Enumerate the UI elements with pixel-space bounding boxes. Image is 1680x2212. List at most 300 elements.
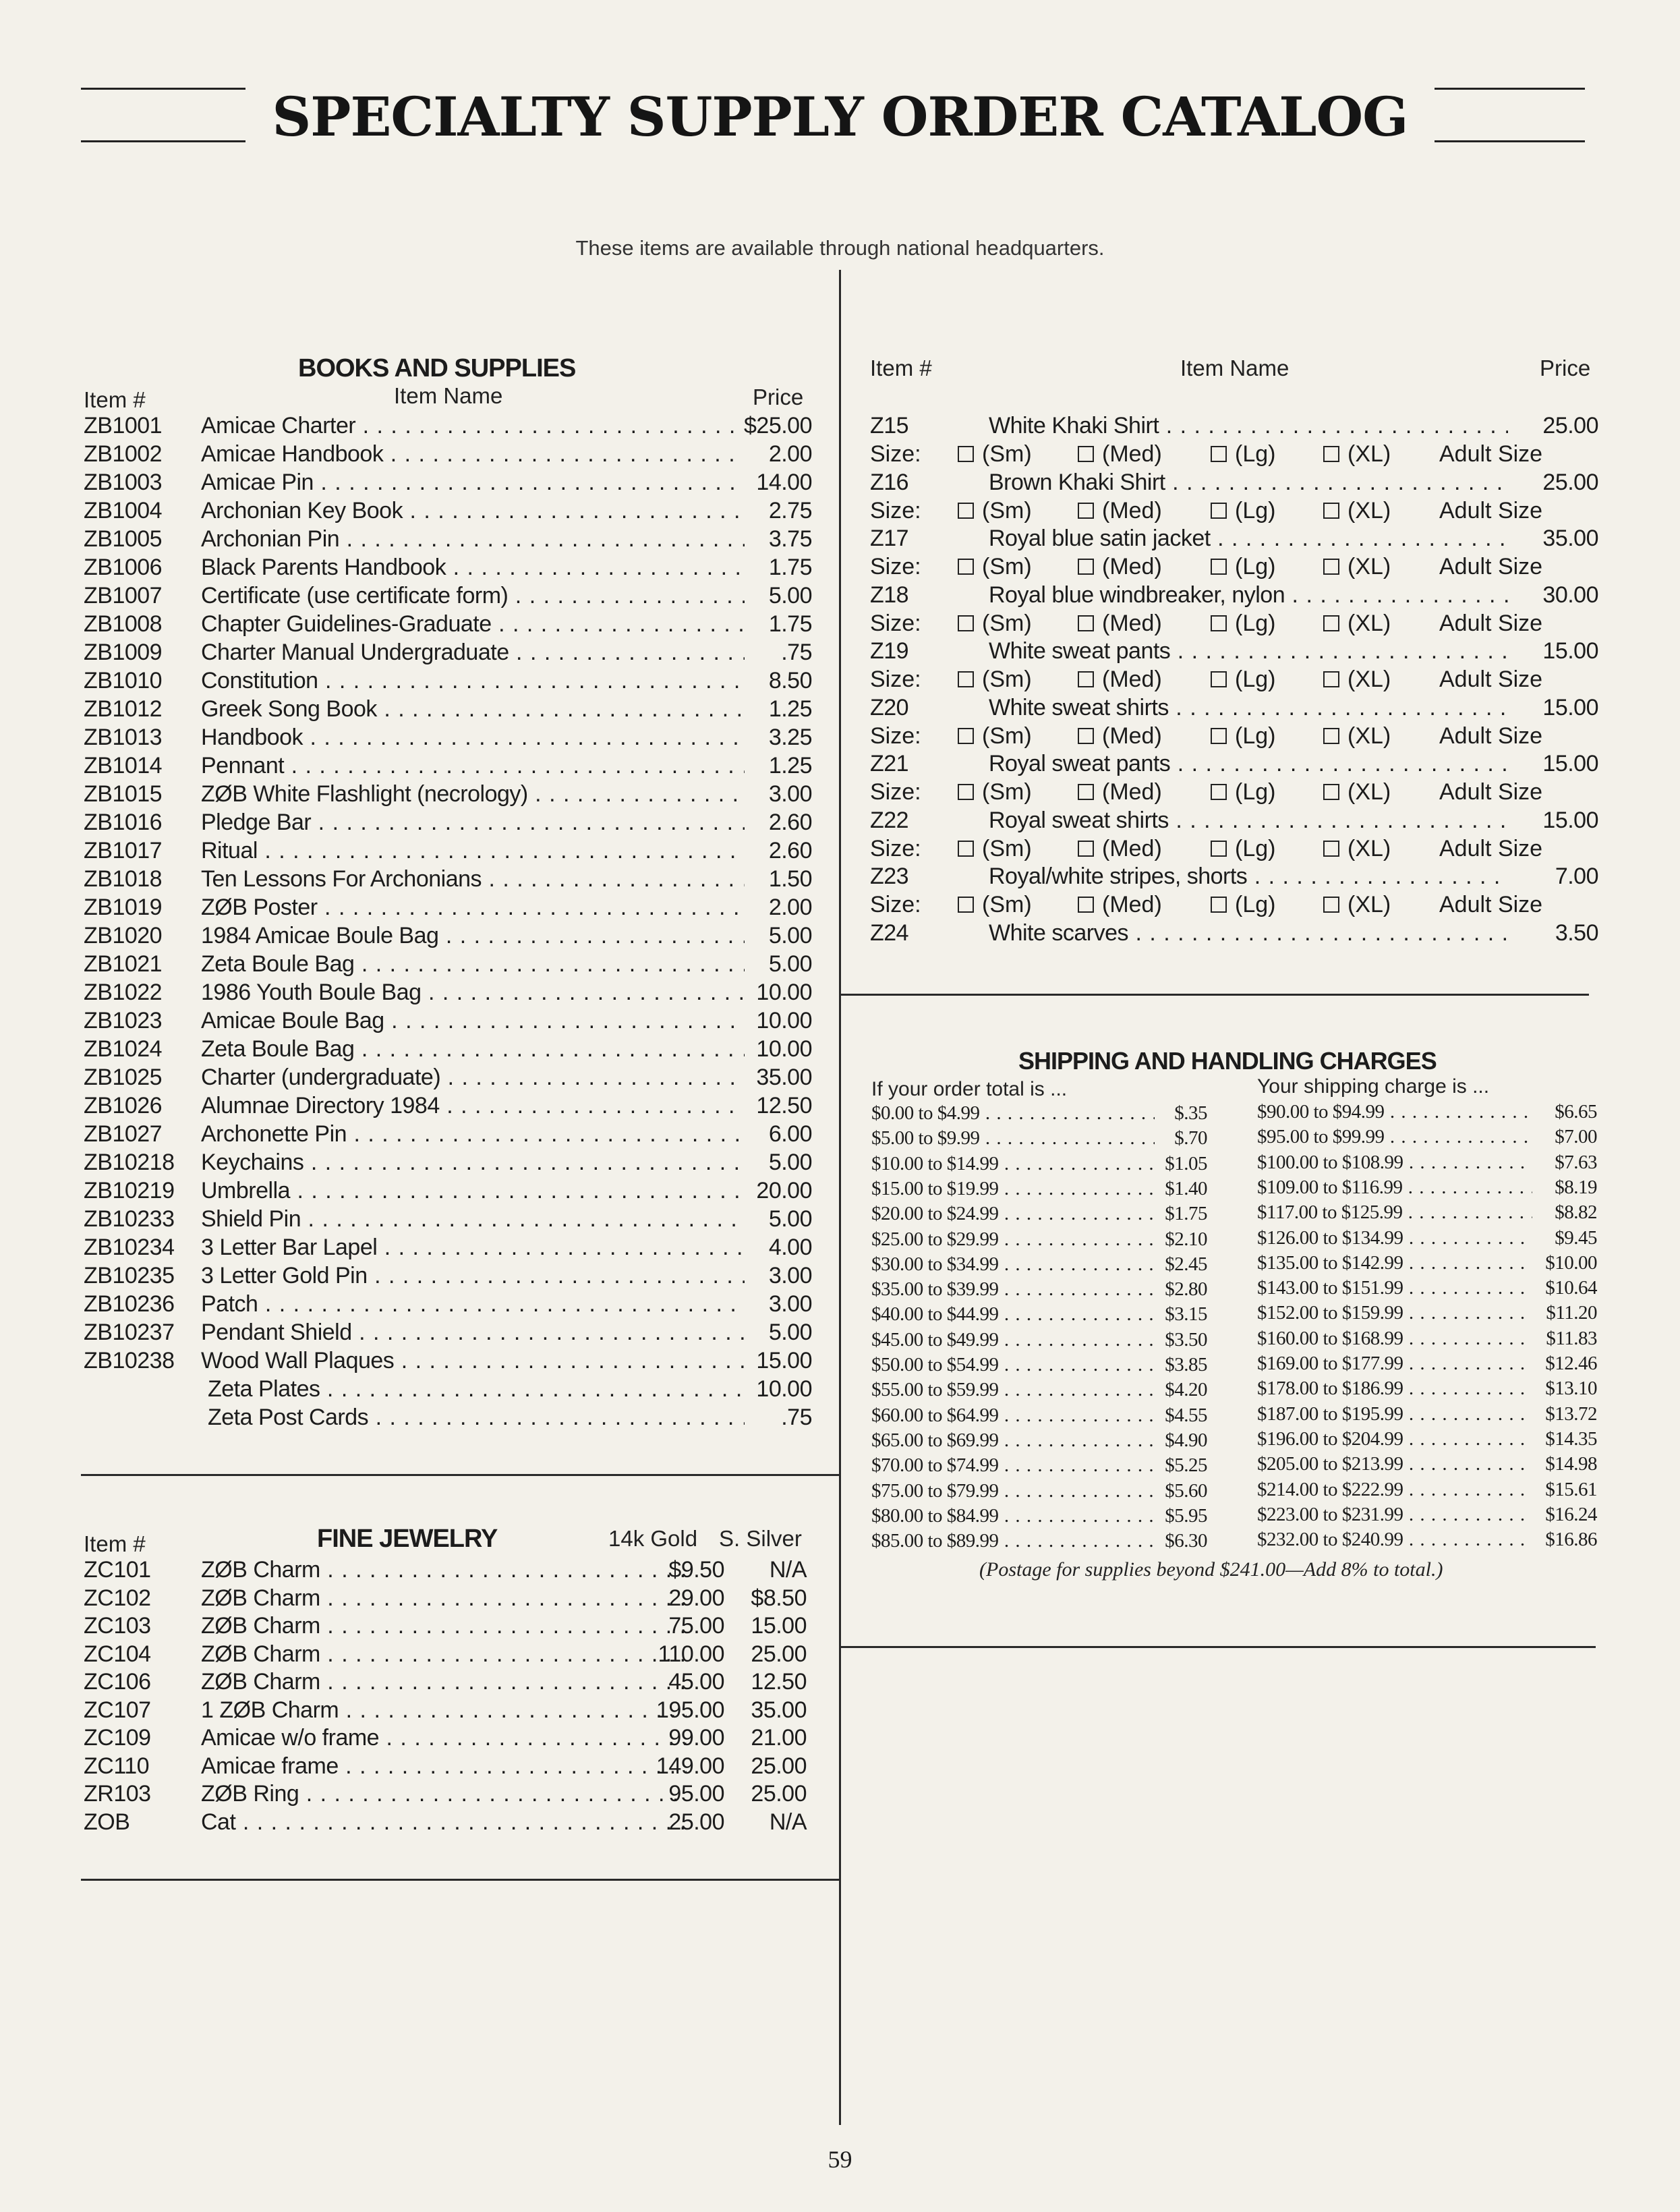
checkbox-icon[interactable] bbox=[1211, 559, 1227, 575]
item-name: ZØB Charm . . . bbox=[201, 1556, 687, 1584]
item-name: Keychains . . . bbox=[201, 1148, 745, 1176]
item-code: ZB1025 bbox=[84, 1065, 163, 1090]
item-code: ZC102 bbox=[84, 1585, 151, 1611]
table-row bbox=[871, 1126, 1207, 1151]
item-price: 2.75 bbox=[768, 498, 812, 523]
list-item bbox=[84, 1261, 812, 1290]
checkbox-icon[interactable] bbox=[1211, 503, 1227, 519]
order-total-range: $75.00 to $79.99 . . . bbox=[871, 1479, 1155, 1504]
size-option-label: (Lg) bbox=[1235, 892, 1276, 917]
shipping-charge: $16.24 bbox=[1545, 1504, 1597, 1525]
size-option[interactable] bbox=[1211, 778, 1275, 806]
item-name: Constitution . . . bbox=[201, 667, 745, 695]
list-item bbox=[84, 921, 812, 950]
size-options-row bbox=[870, 609, 1598, 637]
item-code: Z22 bbox=[870, 807, 909, 833]
size-option[interactable] bbox=[958, 552, 1032, 581]
size-label: Size: bbox=[870, 836, 921, 861]
list-item bbox=[84, 1035, 812, 1063]
size-option-label: (Med) bbox=[1102, 892, 1162, 917]
table-row bbox=[1257, 1477, 1597, 1502]
shipping-charge: $1.75 bbox=[1165, 1203, 1207, 1224]
size-option[interactable] bbox=[1323, 778, 1391, 806]
item-code: ZB1009 bbox=[84, 640, 163, 665]
item-price: 10.00 bbox=[756, 1376, 812, 1402]
list-item bbox=[870, 862, 1598, 890]
shipping-charge: $8.82 bbox=[1555, 1201, 1597, 1223]
item-name: Royal sweat pants . . . bbox=[989, 749, 1508, 778]
order-total-range: $232.00 to $240.99 . . . bbox=[1257, 1527, 1532, 1552]
order-total-range: $178.00 to $186.99 . . . bbox=[1257, 1376, 1532, 1401]
item-code: ZB10218 bbox=[84, 1150, 175, 1175]
checkbox-icon[interactable] bbox=[958, 615, 974, 631]
size-option-label: (Med) bbox=[1102, 441, 1162, 467]
checkbox-icon[interactable] bbox=[1078, 784, 1094, 800]
item-name: ZØB Ring . . . bbox=[201, 1780, 687, 1808]
item-price: 7.00 bbox=[1555, 863, 1598, 889]
list-item bbox=[84, 1233, 812, 1261]
adult-size-label: Adult Size bbox=[1439, 667, 1543, 692]
size-option-label: (XL) bbox=[1348, 892, 1391, 917]
shipping-charge: $7.00 bbox=[1555, 1126, 1597, 1147]
checkbox-icon[interactable] bbox=[1078, 671, 1094, 687]
item-silver-price: $8.50 bbox=[751, 1585, 807, 1611]
list-item bbox=[870, 468, 1598, 497]
checkbox-icon[interactable] bbox=[1078, 841, 1094, 857]
checkbox-icon[interactable] bbox=[1211, 728, 1227, 744]
shipping-section-rule bbox=[840, 1646, 1596, 1648]
size-option[interactable] bbox=[1323, 440, 1391, 468]
shipping-charge: $2.10 bbox=[1165, 1228, 1207, 1250]
size-option[interactable] bbox=[958, 665, 1032, 693]
checkbox-icon[interactable] bbox=[1078, 897, 1094, 913]
page-title bbox=[0, 80, 1680, 154]
shipping-charge: $5.25 bbox=[1165, 1454, 1207, 1476]
size-option[interactable] bbox=[1211, 665, 1275, 693]
shipping-charge: $8.19 bbox=[1555, 1176, 1597, 1198]
item-code: ZC103 bbox=[84, 1613, 151, 1639]
checkbox-icon[interactable] bbox=[958, 728, 974, 744]
size-option-label: (Med) bbox=[1102, 554, 1162, 579]
item-code: ZC110 bbox=[84, 1753, 150, 1779]
item-code: Z16 bbox=[870, 470, 909, 495]
size-option[interactable] bbox=[1078, 890, 1162, 919]
item-code: ZB10237 bbox=[84, 1320, 175, 1345]
list-item bbox=[84, 1808, 819, 1836]
order-total-range: $25.00 to $29.99 . . . bbox=[871, 1227, 1155, 1252]
size-option-label: (Sm) bbox=[982, 441, 1032, 467]
size-option-label: (Lg) bbox=[1235, 667, 1276, 692]
adult-size-label: Adult Size bbox=[1439, 892, 1543, 917]
item-name: Certificate (use certificate form) . . . bbox=[201, 582, 745, 610]
books-col-item: Item # bbox=[84, 387, 146, 412]
checkbox-icon[interactable] bbox=[1078, 559, 1094, 575]
item-code: ZB1006 bbox=[84, 555, 163, 580]
item-name: Shield Pin . . . bbox=[201, 1205, 745, 1233]
list-item bbox=[84, 1584, 819, 1612]
item-code: ZB1024 bbox=[84, 1036, 163, 1062]
checkbox-icon[interactable] bbox=[1323, 615, 1339, 631]
size-option[interactable] bbox=[958, 722, 1032, 750]
item-price: 5.00 bbox=[768, 1206, 812, 1232]
list-item bbox=[84, 1176, 812, 1205]
item-name: White sweat pants . . . bbox=[989, 637, 1508, 665]
size-option[interactable] bbox=[1211, 722, 1275, 750]
table-row bbox=[1257, 1100, 1597, 1125]
checkbox-icon[interactable] bbox=[1323, 897, 1339, 913]
table-row bbox=[871, 1529, 1207, 1554]
order-total-range: $45.00 to $49.99 . . . bbox=[871, 1328, 1155, 1353]
size-option-label: (Sm) bbox=[982, 723, 1032, 749]
checkbox-icon[interactable] bbox=[1323, 784, 1339, 800]
size-label: Size: bbox=[870, 723, 921, 749]
item-code: ZB1008 bbox=[84, 611, 163, 637]
item-name: Charter (undergraduate) . . . bbox=[201, 1063, 745, 1091]
list-item bbox=[84, 723, 812, 751]
table-row bbox=[1257, 1502, 1597, 1527]
order-total-range: $95.00 to $99.99 . . . bbox=[1257, 1125, 1532, 1150]
checkbox-icon[interactable] bbox=[1078, 615, 1094, 631]
size-option[interactable] bbox=[1211, 440, 1275, 468]
item-code: ZB1001 bbox=[84, 413, 163, 438]
size-label: Size: bbox=[870, 441, 921, 467]
list-item bbox=[84, 497, 812, 525]
item-price: 10.00 bbox=[756, 980, 812, 1005]
list-item bbox=[870, 637, 1598, 665]
size-label: Size: bbox=[870, 498, 921, 523]
item-code: ZB1020 bbox=[84, 923, 163, 948]
table-row bbox=[871, 1403, 1207, 1428]
checkbox-icon[interactable] bbox=[1323, 728, 1339, 744]
checkbox-icon[interactable] bbox=[1211, 446, 1227, 462]
table-row bbox=[871, 1101, 1207, 1126]
list-item bbox=[84, 638, 812, 667]
size-label: Size: bbox=[870, 779, 921, 805]
item-silver-price: 12.50 bbox=[751, 1669, 807, 1695]
order-total-range: $214.00 to $222.99 . . . bbox=[1257, 1477, 1532, 1502]
item-gold-price: 110.00 bbox=[658, 1641, 724, 1667]
apparel-col-item: Item # bbox=[870, 356, 932, 380]
adult-size-label: Adult Size bbox=[1439, 779, 1543, 805]
checkbox-icon[interactable] bbox=[1323, 446, 1339, 462]
size-option[interactable] bbox=[958, 497, 1032, 525]
size-option[interactable] bbox=[1323, 609, 1391, 637]
item-price: 5.00 bbox=[768, 1320, 812, 1345]
checkbox-icon[interactable] bbox=[1323, 559, 1339, 575]
size-option-label: (Sm) bbox=[982, 498, 1032, 523]
size-option[interactable] bbox=[1078, 552, 1162, 581]
checkbox-icon[interactable] bbox=[1211, 671, 1227, 687]
checkbox-icon[interactable] bbox=[958, 671, 974, 687]
item-name: 3 Letter Gold Pin . . . bbox=[201, 1261, 745, 1290]
table-row bbox=[1257, 1301, 1597, 1326]
adult-size-label: Adult Size bbox=[1439, 498, 1543, 523]
checkbox-icon[interactable] bbox=[958, 503, 974, 519]
checkbox-icon[interactable] bbox=[958, 784, 974, 800]
shipping-charge: $15.61 bbox=[1545, 1479, 1597, 1500]
order-total-range: $30.00 to $34.99 . . . bbox=[871, 1252, 1155, 1277]
size-option[interactable] bbox=[1211, 834, 1275, 863]
list-item bbox=[84, 1780, 819, 1808]
list-item bbox=[84, 440, 812, 468]
checkbox-icon[interactable] bbox=[1078, 503, 1094, 519]
checkbox-icon[interactable] bbox=[1323, 503, 1339, 519]
item-code: ZC106 bbox=[84, 1669, 151, 1695]
list-item bbox=[84, 1346, 812, 1375]
size-label: Size: bbox=[870, 611, 921, 636]
size-label: Size: bbox=[870, 667, 921, 692]
size-option-label: (Sm) bbox=[982, 554, 1032, 579]
list-item bbox=[84, 1612, 819, 1640]
item-code: ZB1013 bbox=[84, 725, 163, 750]
list-item bbox=[84, 1696, 819, 1724]
item-silver-price: 25.00 bbox=[751, 1753, 807, 1779]
item-name: Alumnae Directory 1984 . . . bbox=[201, 1091, 745, 1120]
shipping-charge: $6.30 bbox=[1165, 1530, 1207, 1552]
item-name: ZØB Charm . . . bbox=[201, 1668, 687, 1696]
item-name: Charter Manual Undergraduate . . . bbox=[201, 638, 745, 667]
size-option-label: (Lg) bbox=[1235, 723, 1276, 749]
item-name: Royal blue windbreaker, nylon . . . bbox=[989, 581, 1508, 609]
page-subtitle: These items are available through national headquarters. bbox=[575, 236, 1105, 260]
list-item bbox=[84, 1120, 812, 1148]
item-price: 15.00 bbox=[756, 1348, 812, 1373]
item-price: 35.00 bbox=[756, 1065, 812, 1090]
table-row bbox=[1257, 1125, 1597, 1150]
item-silver-price: 35.00 bbox=[751, 1697, 807, 1723]
item-name: Black Parents Handbook . . . bbox=[201, 553, 745, 582]
size-options-row bbox=[870, 778, 1598, 806]
item-code: ZC104 bbox=[84, 1641, 151, 1667]
item-code: ZB1022 bbox=[84, 980, 163, 1005]
table-row bbox=[1257, 1276, 1597, 1301]
size-option[interactable] bbox=[958, 609, 1032, 637]
books-section-title: BOOKS AND SUPPLIES bbox=[298, 354, 576, 382]
item-price: 15.00 bbox=[1542, 695, 1598, 720]
checkbox-icon[interactable] bbox=[958, 897, 974, 913]
size-option[interactable] bbox=[1078, 440, 1162, 468]
item-silver-price: 25.00 bbox=[751, 1641, 807, 1667]
item-silver-price: 21.00 bbox=[751, 1725, 807, 1751]
item-price: 1.75 bbox=[768, 555, 812, 580]
books-section-rule bbox=[81, 1474, 840, 1476]
checkbox-icon[interactable] bbox=[1078, 446, 1094, 462]
list-item bbox=[84, 582, 812, 610]
size-option[interactable] bbox=[1078, 834, 1162, 863]
item-name: Zeta Post Cards . . . bbox=[208, 1403, 745, 1431]
shipping-charge: $3.50 bbox=[1165, 1329, 1207, 1351]
size-option[interactable] bbox=[1323, 722, 1391, 750]
item-price: 4.00 bbox=[768, 1235, 812, 1260]
item-price: 5.00 bbox=[768, 583, 812, 608]
size-option-label: (Med) bbox=[1102, 611, 1162, 636]
apparel-col-price: Price bbox=[1540, 356, 1591, 380]
size-option-label: (XL) bbox=[1348, 723, 1391, 749]
item-gold-price: 29.00 bbox=[668, 1585, 724, 1611]
size-option[interactable] bbox=[1211, 609, 1275, 637]
item-silver-price: 15.00 bbox=[751, 1613, 807, 1639]
item-name: Amicae Boule Bag . . . bbox=[201, 1006, 745, 1035]
order-total-range: $60.00 to $64.99 . . . bbox=[871, 1403, 1155, 1428]
item-gold-price: 99.00 bbox=[668, 1725, 724, 1751]
size-option[interactable] bbox=[958, 890, 1032, 919]
size-option-label: (Med) bbox=[1102, 779, 1162, 805]
list-item bbox=[84, 667, 812, 695]
page-number: 59 bbox=[828, 2146, 852, 2173]
item-code: ZB1002 bbox=[84, 441, 163, 467]
item-name: Royal sweat shirts . . . bbox=[989, 806, 1508, 834]
size-option[interactable] bbox=[1323, 890, 1391, 919]
list-item bbox=[84, 950, 812, 978]
checkbox-icon[interactable] bbox=[1323, 671, 1339, 687]
size-option[interactable] bbox=[1323, 497, 1391, 525]
item-price: 1.25 bbox=[768, 696, 812, 722]
size-options-row bbox=[870, 665, 1598, 693]
shipping-charge: $1.40 bbox=[1165, 1178, 1207, 1199]
table-row bbox=[871, 1176, 1207, 1201]
list-item bbox=[84, 978, 812, 1006]
item-name: ZØB Charm . . . bbox=[201, 1612, 687, 1640]
item-code: ZB10235 bbox=[84, 1263, 175, 1288]
checkbox-icon[interactable] bbox=[958, 841, 974, 857]
item-code: ZC101 bbox=[84, 1557, 151, 1583]
item-name: Amicae frame . . . bbox=[201, 1752, 687, 1780]
shipping-col-right: Your shipping charge is ... bbox=[1257, 1075, 1490, 1098]
size-option[interactable] bbox=[958, 440, 1032, 468]
item-code: ZB1026 bbox=[84, 1093, 163, 1118]
checkbox-icon[interactable] bbox=[1078, 728, 1094, 744]
checkbox-icon[interactable] bbox=[1211, 615, 1227, 631]
item-name: Ten Lessons For Archonians . . . bbox=[201, 865, 745, 893]
item-price: 25.00 bbox=[1542, 413, 1598, 438]
size-option-label: (XL) bbox=[1348, 611, 1391, 636]
table-row bbox=[1257, 1326, 1597, 1351]
adult-size-label: Adult Size bbox=[1439, 723, 1543, 749]
shipping-charge: $2.45 bbox=[1165, 1253, 1207, 1275]
order-total-range: $117.00 to $125.99 . . . bbox=[1257, 1200, 1532, 1225]
item-price: 3.50 bbox=[1555, 920, 1598, 946]
list-item bbox=[84, 1752, 819, 1780]
item-price: 1.50 bbox=[768, 866, 812, 892]
size-option-label: (Med) bbox=[1102, 498, 1162, 523]
table-row bbox=[871, 1353, 1207, 1378]
list-item bbox=[84, 1403, 812, 1431]
size-option[interactable] bbox=[958, 834, 1032, 863]
checkbox-icon[interactable] bbox=[1211, 841, 1227, 857]
size-option[interactable] bbox=[1078, 665, 1162, 693]
checkbox-icon[interactable] bbox=[1211, 897, 1227, 913]
jewelry-col-gold: 14k Gold bbox=[608, 1526, 698, 1551]
item-code: ZC109 bbox=[84, 1725, 151, 1751]
item-price: 10.00 bbox=[756, 1036, 812, 1062]
item-code: ZB1027 bbox=[84, 1121, 163, 1147]
size-option-label: (XL) bbox=[1348, 667, 1391, 692]
shipping-charge: $9.45 bbox=[1555, 1227, 1597, 1249]
item-name: Wood Wall Plaques . . . bbox=[201, 1346, 745, 1375]
item-name: Archonian Pin . . . bbox=[201, 525, 745, 553]
table-row bbox=[871, 1328, 1207, 1353]
item-code: ZB1017 bbox=[84, 838, 163, 863]
size-option[interactable] bbox=[1078, 778, 1162, 806]
item-price: 14.00 bbox=[756, 470, 812, 495]
size-option-label: (Lg) bbox=[1235, 779, 1276, 805]
item-name: Amicae Handbook . . . bbox=[201, 440, 745, 468]
size-option-label: (Sm) bbox=[982, 667, 1032, 692]
size-option[interactable] bbox=[1323, 552, 1391, 581]
item-code: ZB1023 bbox=[84, 1008, 163, 1033]
size-label: Size: bbox=[870, 554, 921, 579]
item-code: Z21 bbox=[870, 751, 909, 776]
shipping-section-title: SHIPPING AND HANDLING CHARGES bbox=[1018, 1047, 1437, 1075]
size-option-label: (Lg) bbox=[1235, 498, 1276, 523]
order-total-range: $10.00 to $14.99 . . . bbox=[871, 1152, 1155, 1176]
order-total-range: $169.00 to $177.99 . . . bbox=[1257, 1351, 1532, 1376]
table-row bbox=[1257, 1427, 1597, 1452]
item-name: 1 ZØB Charm . . . bbox=[201, 1696, 687, 1724]
size-option[interactable] bbox=[1078, 497, 1162, 525]
shipping-charge: $.35 bbox=[1174, 1102, 1207, 1124]
size-option[interactable] bbox=[958, 778, 1032, 806]
item-code: ZB1007 bbox=[84, 583, 163, 608]
order-total-range: $50.00 to $54.99 . . . bbox=[871, 1353, 1155, 1378]
order-total-range: $80.00 to $84.99 . . . bbox=[871, 1504, 1155, 1529]
size-option-label: (Lg) bbox=[1235, 554, 1276, 579]
table-row bbox=[1257, 1452, 1597, 1477]
size-option[interactable] bbox=[1078, 609, 1162, 637]
size-option-label: (Lg) bbox=[1235, 611, 1276, 636]
item-price: 15.00 bbox=[1542, 638, 1598, 664]
item-name: Pennant . . . bbox=[201, 751, 745, 780]
checkbox-icon[interactable] bbox=[958, 559, 974, 575]
size-option[interactable] bbox=[1211, 552, 1275, 581]
size-option[interactable] bbox=[1211, 890, 1275, 919]
size-option-label: (Med) bbox=[1102, 836, 1162, 861]
size-option[interactable] bbox=[1323, 834, 1391, 863]
item-code: ZB1004 bbox=[84, 498, 163, 523]
checkbox-icon[interactable] bbox=[1323, 841, 1339, 857]
shipping-charge: $4.20 bbox=[1165, 1379, 1207, 1400]
item-name: Zeta Boule Bag . . . bbox=[201, 1035, 745, 1063]
item-code: Z17 bbox=[870, 526, 909, 551]
list-item bbox=[84, 1148, 812, 1176]
item-price: 6.00 bbox=[768, 1121, 812, 1147]
item-name: Archonian Key Book . . . bbox=[201, 497, 745, 525]
table-row bbox=[1257, 1402, 1597, 1427]
order-total-range: $143.00 to $151.99 . . . bbox=[1257, 1276, 1532, 1301]
adult-size-label: Adult Size bbox=[1439, 441, 1543, 467]
list-item bbox=[84, 1640, 819, 1668]
size-option[interactable] bbox=[1323, 665, 1391, 693]
item-name: Brown Khaki Shirt . . . bbox=[989, 468, 1508, 497]
size-options-row bbox=[870, 834, 1598, 863]
table-row bbox=[871, 1152, 1207, 1176]
size-option[interactable] bbox=[1211, 497, 1275, 525]
table-row bbox=[1257, 1200, 1597, 1225]
list-item bbox=[84, 808, 812, 836]
checkbox-icon[interactable] bbox=[1211, 784, 1227, 800]
table-row bbox=[871, 1277, 1207, 1302]
table-row bbox=[871, 1479, 1207, 1504]
item-price: 12.50 bbox=[756, 1093, 812, 1118]
table-row bbox=[1257, 1150, 1597, 1175]
item-name: 3 Letter Bar Lapel . . . bbox=[201, 1233, 745, 1261]
item-price: 5.00 bbox=[768, 951, 812, 977]
item-code: ZB10236 bbox=[84, 1291, 175, 1317]
size-option[interactable] bbox=[1078, 722, 1162, 750]
item-gold-price: 45.00 bbox=[668, 1669, 724, 1695]
item-name: Amicae Pin . . . bbox=[201, 468, 745, 497]
checkbox-icon[interactable] bbox=[958, 446, 974, 462]
